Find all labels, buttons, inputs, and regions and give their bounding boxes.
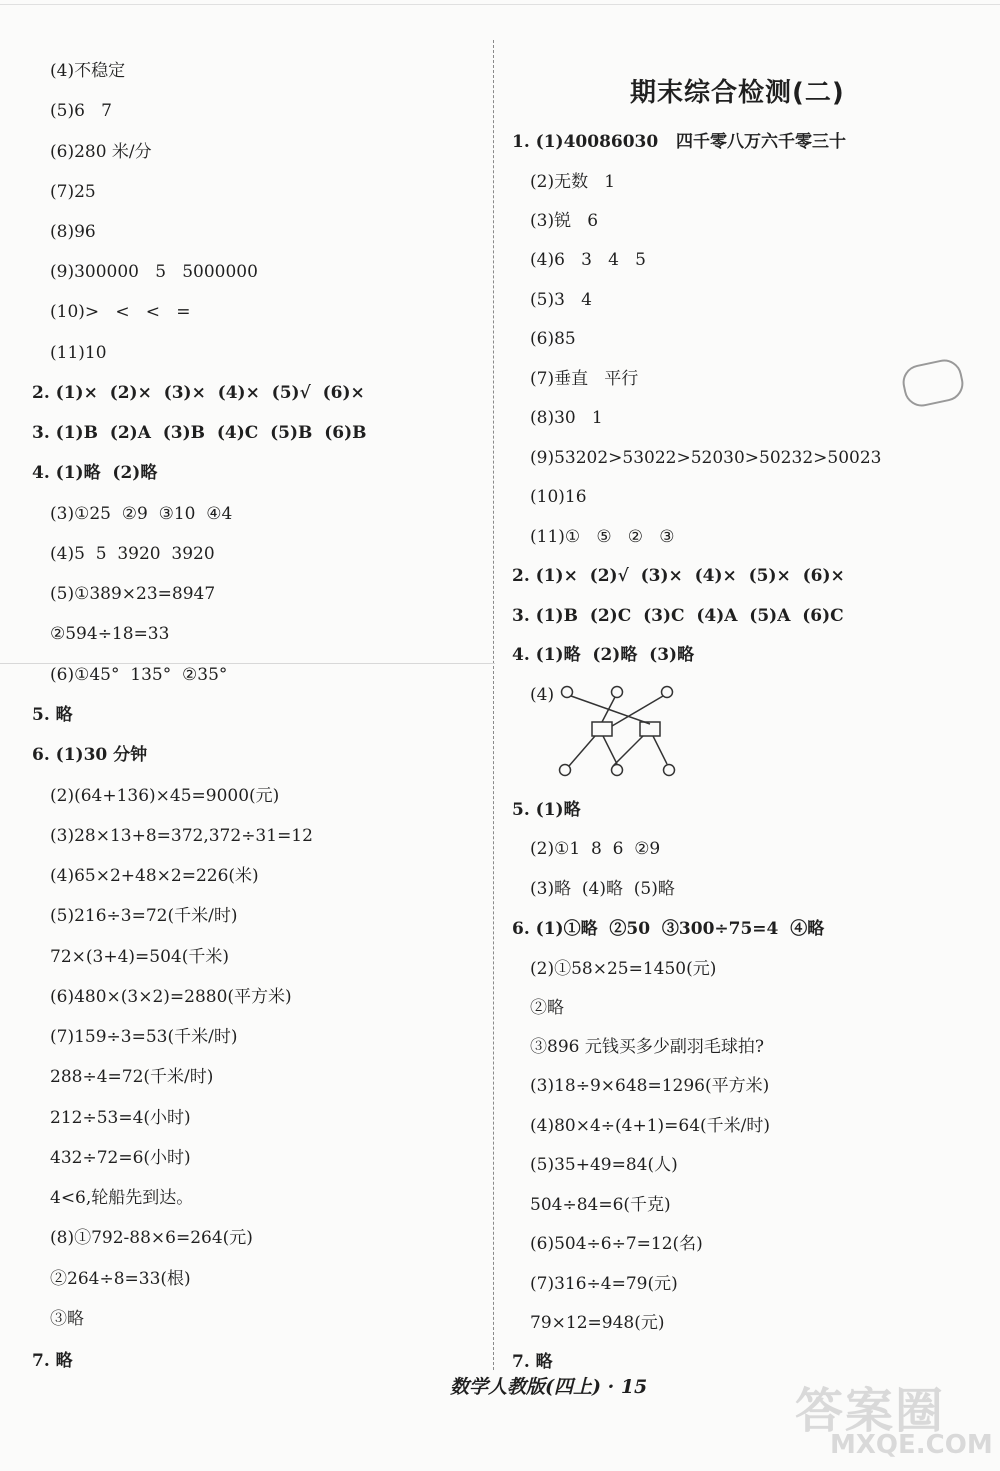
answer-line: (8)①792-88×6=264(元) — [50, 1228, 253, 1248]
answer-line: (7)159÷3=53(千米/时) — [50, 1027, 238, 1047]
answer-line: (4)6 3 4 5 — [530, 250, 646, 270]
answer-line: (6)85 — [530, 329, 576, 349]
answer-line: (8)30 1 — [530, 408, 603, 428]
answer-line: (2)①58×25=1450(元) — [530, 959, 717, 979]
answer-line: 72×(3+4)=504(千米) — [50, 947, 229, 967]
middle-box — [592, 722, 612, 736]
answer-line: (5)35+49=84(人) — [530, 1155, 678, 1175]
answer-line: (7)25 — [50, 182, 96, 202]
answer-line: (3)①25 ②9 ③10 ④4 — [50, 504, 233, 524]
page-footer: 数学人教版(四上) · 15 — [450, 1376, 648, 1398]
answer-line: 504÷84=6(千克) — [530, 1195, 671, 1215]
stamp-graphic — [899, 356, 966, 410]
answer-line: (8)96 — [50, 222, 96, 242]
watermark-logo: 答案圈 — [795, 1383, 946, 1439]
answer-line: (4)80×4÷(4+1)=64(千米/时) — [530, 1116, 771, 1136]
answer-line: 4<6,轮船先到达。 — [50, 1188, 194, 1208]
page-title: 期末综合检测(二) — [630, 78, 845, 108]
answer-line: (3)锐 6 — [530, 211, 599, 231]
watermark-url: MXQE.COM — [830, 1430, 993, 1460]
answer-line: (5)6 7 — [50, 101, 112, 121]
answer-line: ③略 — [50, 1309, 84, 1329]
column-divider — [493, 40, 494, 1370]
answer-line: (2)无数 1 — [530, 172, 616, 192]
answer-line: (11)① ⑤ ② ③ — [530, 527, 675, 547]
answer-line: 3. (1)B (2)C (3)C (4)A (5)A (6)C — [512, 606, 844, 626]
answer-line: 4. (1)略 (2)略 — [32, 463, 158, 483]
answer-line: (7)316÷4=79(元) — [530, 1274, 678, 1294]
answer-line: (7)垂直 平行 — [530, 369, 639, 389]
answer-line: (4) — [530, 685, 555, 705]
answer-line: (3)18÷9×648=1296(平方米) — [530, 1076, 770, 1096]
answer-line: (6)480×(3×2)=2880(平方米) — [50, 987, 292, 1007]
bottom-circle — [664, 765, 675, 776]
answer-line: 79×12=948(元) — [530, 1313, 665, 1333]
answer-line: 1. (1)40086030 四千零八万六千零三十 — [512, 132, 846, 152]
answer-line: 7. 略 — [32, 1351, 73, 1371]
answer-line: (9)53202>53022>52030>50232>50023 — [530, 448, 882, 468]
answer-line: 6. (1)①略 ②50 ③300÷75=4 ④略 — [512, 919, 825, 939]
answer-line: 5. 略 — [32, 705, 73, 725]
answer-line: ③896 元钱买多少副羽毛球拍? — [530, 1037, 764, 1057]
answer-line: (5)①389×23=8947 — [50, 584, 216, 604]
answer-line: (10)> < < = — [50, 302, 191, 322]
answer-line: 2. (1)× (2)× (3)× (4)× (5)√ (6)× — [32, 383, 365, 403]
top-circle — [612, 687, 623, 698]
answer-line: ②594÷18=33 — [50, 624, 170, 644]
answer-line: (4)5 5 3920 3920 — [50, 544, 215, 564]
answer-line: 432÷72=6(小时) — [50, 1148, 191, 1168]
answer-line: (10)16 — [530, 487, 587, 507]
top-circle — [662, 687, 673, 698]
answer-line: 7. 略 — [512, 1352, 553, 1372]
answer-line: (6)280 米/分 — [50, 142, 152, 162]
answer-line: ②264÷8=33(根) — [50, 1269, 191, 1289]
answer-line: (3)28×13+8=372,372÷31=12 — [50, 826, 313, 846]
bottom-circle — [560, 765, 571, 776]
answer-line: 2. (1)× (2)√ (3)× (4)× (5)× (6)× — [512, 566, 845, 586]
bottom-circle — [612, 765, 623, 776]
answer-line: 288÷4=72(千米/时) — [50, 1067, 214, 1087]
answer-line: (2)(64+136)×45=9000(元) — [50, 786, 280, 806]
answer-line: (9)300000 5 5000000 — [50, 262, 258, 282]
answer-line: (5)216÷3=72(千米/时) — [50, 906, 238, 926]
answer-line: 3. (1)B (2)A (3)B (4)C (5)B (6)B — [32, 423, 367, 443]
answer-line: (4)不稳定 — [50, 61, 126, 81]
top-border — [0, 4, 1000, 5]
answer-line: (4)65×2+48×2=226(米) — [50, 866, 259, 886]
answer-line: (11)10 — [50, 343, 107, 363]
answer-line: 4. (1)略 (2)略 (3)略 — [512, 645, 695, 665]
answer-line: (3)略 (4)略 (5)略 — [530, 879, 675, 899]
answer-line: (2)①1 8 6 ②9 — [530, 839, 661, 859]
answer-line: (5)3 4 — [530, 290, 592, 310]
top-circle — [562, 687, 573, 698]
answer-line: (6)504÷6÷7=12(名) — [530, 1234, 703, 1254]
answer-line: ②略 — [530, 998, 564, 1018]
answer-line: 6. (1)30 分钟 — [32, 745, 148, 765]
answer-line: 212÷53=4(小时) — [50, 1108, 191, 1128]
answer-line: 5. (1)略 — [512, 800, 581, 820]
middle-box — [640, 722, 660, 736]
answer-line: (6)①45° 135° ②35° — [50, 665, 228, 685]
matching-diagram — [555, 680, 690, 780]
